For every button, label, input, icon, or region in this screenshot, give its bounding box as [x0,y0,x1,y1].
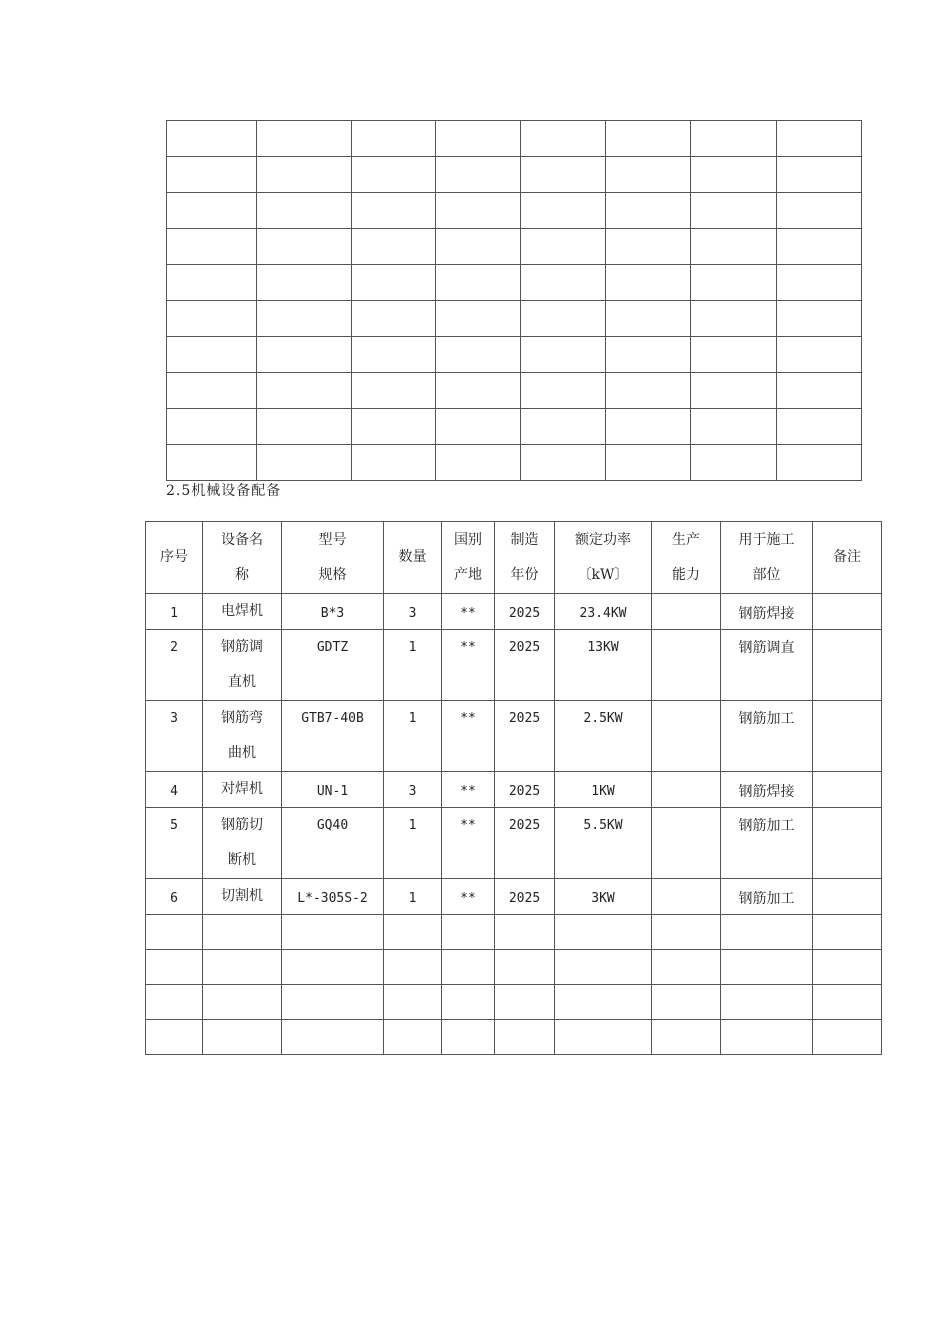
cell-remark [813,594,882,630]
empty-cell [146,950,203,985]
empty-grid-cell [691,445,777,481]
cell-name [203,630,282,701]
cell-qty [384,772,442,808]
empty-grid-cell [521,157,606,193]
cell-origin-text: ** [460,711,476,726]
empty-grid-cell [167,265,257,301]
cell-name-line: 切割机 [221,888,263,904]
empty-cell [442,1020,495,1055]
cell-year-text: 2025 [508,818,541,833]
cell-no-text: 3 [170,711,178,726]
empty-grid-cell [257,337,352,373]
empty-grid-cell [436,157,521,193]
cell-usage [721,772,813,808]
cell-capacity [652,594,721,630]
empty-grid-cell [167,193,257,229]
empty-grid-cell [777,337,862,373]
cell-model [282,879,384,915]
cell-model-text: GQ40 [316,818,349,833]
empty-grid-row [167,157,862,193]
empty-grid-cell [606,193,691,229]
cell-origin [442,701,495,772]
cell-capacity [652,808,721,879]
empty-grid-cell [521,193,606,229]
header-usage: 用于施工 部位 [721,522,813,594]
empty-grid-cell [167,229,257,265]
empty-grid-cell [606,373,691,409]
cell-power-text: 5.5KW [583,818,623,833]
empty-grid-cell [521,373,606,409]
empty-grid-cell [257,409,352,445]
empty-grid-cell [691,157,777,193]
cell-model-text: GDTZ [316,640,349,655]
empty-cell [442,915,495,950]
cell-remark [813,772,882,808]
cell-year-text: 2025 [508,784,541,799]
empty-grid-cell [521,445,606,481]
empty-cell [146,985,203,1020]
cell-power [555,808,652,879]
empty-grid-cell [777,301,862,337]
cell-name [203,808,282,879]
empty-cell [495,1020,555,1055]
cell-remark-text [813,630,881,634]
empty-grid-cell [606,121,691,157]
cell-year-text: 2025 [508,711,541,726]
cell-year [495,879,555,915]
cell-remark-text [813,808,881,812]
empty-grid-cell [352,193,436,229]
cell-no-text: 4 [170,784,178,799]
cell-no [146,808,203,879]
cell-no-text: 2 [170,640,178,655]
empty-grid-cell [777,157,862,193]
empty-grid-cell [521,229,606,265]
empty-grid-cell [691,337,777,373]
empty-grid-cell [521,265,606,301]
cell-year [495,808,555,879]
empty-grid-cell [352,301,436,337]
cell-capacity [652,772,721,808]
table-row [146,630,882,701]
cell-origin-text: ** [460,891,476,906]
cell-power [555,701,652,772]
cell-qty [384,701,442,772]
cell-origin [442,630,495,701]
cell-power [555,630,652,701]
cell-power-text: 23.4KW [579,606,627,621]
empty-row [146,1020,882,1055]
cell-no [146,772,203,808]
empty-grid-cell [521,409,606,445]
empty-cell [442,985,495,1020]
empty-grid-cell [436,301,521,337]
cell-qty-text: 3 [408,784,417,799]
header-qty: 数量 [384,522,442,594]
cell-model-text: UN-1 [316,784,349,799]
cell-name-line: 钢筋弯 [221,710,263,726]
cell-capacity [652,879,721,915]
cell-origin [442,594,495,630]
empty-grid-row [167,301,862,337]
empty-grid-cell [167,409,257,445]
empty-grid-cell [257,121,352,157]
cell-remark [813,879,882,915]
empty-grid-cell [352,265,436,301]
empty-grid-cell [352,445,436,481]
empty-grid-cell [521,301,606,337]
empty-grid-cell [606,445,691,481]
cell-name-line: 断机 [228,852,256,868]
empty-grid-cell [436,265,521,301]
cell-usage [721,808,813,879]
cell-origin [442,808,495,879]
empty-grid-cell [167,157,257,193]
cell-year [495,772,555,808]
empty-cell [652,1020,721,1055]
empty-cell [203,915,282,950]
empty-cell [495,985,555,1020]
empty-grid-row [167,265,862,301]
cell-name [203,879,282,915]
cell-remark [813,701,882,772]
empty-grid-cell [257,193,352,229]
cell-usage-text: 钢筋焊接 [738,784,795,800]
cell-model [282,808,384,879]
empty-cell [555,950,652,985]
section-heading: 2.5机械设备配备 [166,483,282,499]
empty-grid-row [167,229,862,265]
cell-origin [442,879,495,915]
cell-no [146,630,203,701]
cell-usage-text: 钢筋加工 [738,818,795,834]
empty-row [146,985,882,1020]
empty-grid-cell [436,373,521,409]
cell-qty-text: 1 [408,891,417,906]
cell-name-line: 电焊机 [221,603,263,619]
empty-grid-cell [521,121,606,157]
cell-remark [813,808,882,879]
empty-cell [721,915,813,950]
cell-no-text: 5 [170,818,178,833]
empty-grid-cell [167,301,257,337]
empty-cell [442,950,495,985]
empty-grid-table [166,120,862,481]
empty-cell [495,950,555,985]
cell-remark [813,630,882,701]
empty-grid-cell [352,121,436,157]
empty-cell [384,950,442,985]
empty-row [146,950,882,985]
empty-grid-cell [352,373,436,409]
cell-usage-text: 钢筋加工 [738,711,795,727]
empty-cell [813,985,882,1020]
empty-cell [652,985,721,1020]
empty-cell [282,1020,384,1055]
cell-year-text: 2025 [508,640,541,655]
cell-qty [384,879,442,915]
cell-capacity [652,701,721,772]
equipment-table [145,521,882,1055]
cell-power [555,594,652,630]
empty-cell [203,985,282,1020]
empty-grid-cell [777,373,862,409]
cell-capacity [652,630,721,701]
empty-grid-cell [167,337,257,373]
table-row [146,701,882,772]
cell-no-text: 1 [170,606,178,621]
empty-cell [813,915,882,950]
empty-grid-cell [352,337,436,373]
empty-cell [146,915,203,950]
table-row [146,808,882,879]
empty-grid-cell [606,337,691,373]
cell-name-line: 曲机 [228,745,256,761]
empty-grid-cell [606,229,691,265]
cell-power-text: 13KW [587,640,619,655]
empty-cell [282,985,384,1020]
cell-name-line: 对焊机 [221,781,263,797]
empty-grid-cell [691,265,777,301]
table-row [146,594,882,630]
empty-grid-cell [606,157,691,193]
cell-origin-text: ** [460,818,476,833]
empty-grid-cell [691,373,777,409]
cell-capacity-text [652,630,720,634]
cell-no [146,701,203,772]
empty-grid-cell [257,445,352,481]
cell-power-text: 2.5KW [583,711,623,726]
empty-cell [384,1020,442,1055]
empty-grid-cell [257,157,352,193]
header-no: 序号 [146,522,203,594]
cell-qty-text: 3 [408,606,417,621]
empty-cell [384,915,442,950]
cell-remark-text [813,701,881,705]
empty-grid-cell [352,409,436,445]
empty-cell [146,1020,203,1055]
cell-origin-text: ** [460,640,476,655]
empty-grid-cell [691,409,777,445]
cell-origin [442,772,495,808]
header-row [146,522,882,594]
table-row [146,772,882,808]
cell-power-text: 3KW [591,891,615,906]
header-year: 制造 年份 [495,522,555,594]
cell-no [146,879,203,915]
cell-model [282,772,384,808]
cell-origin-text: ** [460,784,476,799]
empty-grid-cell [691,193,777,229]
header-power: 额定功率 〔kW〕 [555,522,652,594]
cell-year-text: 2025 [508,606,541,621]
empty-grid-cell [777,121,862,157]
empty-grid-cell [352,229,436,265]
cell-model-text: L*-305S-2 [297,891,368,906]
empty-grid-cell [257,229,352,265]
empty-cell [813,950,882,985]
empty-grid-cell [777,193,862,229]
cell-capacity-text [652,808,720,812]
empty-grid-row [167,337,862,373]
empty-grid-cell [436,337,521,373]
empty-grid-cell [777,265,862,301]
cell-qty-text: 1 [408,818,417,833]
empty-cell [555,915,652,950]
empty-grid-cell [777,409,862,445]
cell-name-line: 钢筋调 [221,639,263,655]
cell-qty [384,808,442,879]
empty-grid-cell [352,157,436,193]
cell-name [203,701,282,772]
empty-cell [282,915,384,950]
cell-model-text: GTB7-40B [301,711,364,726]
cell-name [203,594,282,630]
table-row [146,879,882,915]
cell-year [495,630,555,701]
empty-grid-cell [167,121,257,157]
empty-grid-cell [436,445,521,481]
empty-row [146,915,882,950]
empty-cell [721,985,813,1020]
empty-grid-cell [521,337,606,373]
empty-grid-cell [257,373,352,409]
cell-capacity-text [652,701,720,705]
empty-cell [721,1020,813,1055]
cell-usage [721,594,813,630]
empty-grid-cell [606,409,691,445]
empty-grid-cell [691,301,777,337]
empty-cell [652,950,721,985]
empty-grid-cell [691,229,777,265]
empty-grid-row [167,193,862,229]
header-remark: 备注 [813,522,882,594]
cell-usage-text: 钢筋调直 [738,640,795,656]
empty-cell [652,915,721,950]
cell-qty [384,594,442,630]
header-capacity: 生产 能力 [652,522,721,594]
cell-model [282,630,384,701]
header-origin: 国别 产地 [442,522,495,594]
cell-no [146,594,203,630]
empty-cell [721,950,813,985]
cell-year [495,594,555,630]
cell-name-line: 钢筋切 [221,817,263,833]
cell-origin-text: ** [460,606,476,621]
empty-grid-cell [167,445,257,481]
empty-cell [384,985,442,1020]
empty-cell [555,1020,652,1055]
empty-grid-cell [777,445,862,481]
cell-no-text: 6 [170,891,178,906]
empty-grid-cell [436,121,521,157]
empty-cell [555,985,652,1020]
empty-grid-row [167,121,862,157]
cell-usage [721,701,813,772]
cell-usage-text: 钢筋焊接 [738,606,795,622]
empty-grid-cell [167,373,257,409]
cell-qty-text: 1 [408,711,417,726]
cell-usage [721,630,813,701]
cell-year [495,701,555,772]
header-name: 设备名 称 [203,522,282,594]
empty-cell [495,915,555,950]
cell-qty-text: 1 [408,640,417,655]
empty-grid-cell [777,229,862,265]
cell-power-text: 1KW [591,784,615,799]
cell-usage [721,879,813,915]
empty-grid-cell [606,265,691,301]
empty-grid-cell [691,121,777,157]
cell-year-text: 2025 [508,891,541,906]
empty-cell [282,950,384,985]
cell-model [282,594,384,630]
empty-cell [203,950,282,985]
empty-grid-row [167,409,862,445]
cell-name [203,772,282,808]
empty-grid-cell [257,301,352,337]
empty-grid-cell [606,301,691,337]
cell-qty [384,630,442,701]
empty-grid-row [167,373,862,409]
header-model: 型号 规格 [282,522,384,594]
cell-usage-text: 钢筋加工 [738,891,795,907]
cell-model [282,701,384,772]
empty-cell [203,1020,282,1055]
empty-grid-cell [436,409,521,445]
cell-model-text: B*3 [320,606,345,621]
cell-power [555,879,652,915]
empty-grid-row [167,445,862,481]
cell-name-line: 直机 [228,674,256,690]
empty-grid-cell [436,193,521,229]
empty-grid-cell [257,265,352,301]
empty-cell [813,1020,882,1055]
empty-grid-cell [436,229,521,265]
cell-power [555,772,652,808]
